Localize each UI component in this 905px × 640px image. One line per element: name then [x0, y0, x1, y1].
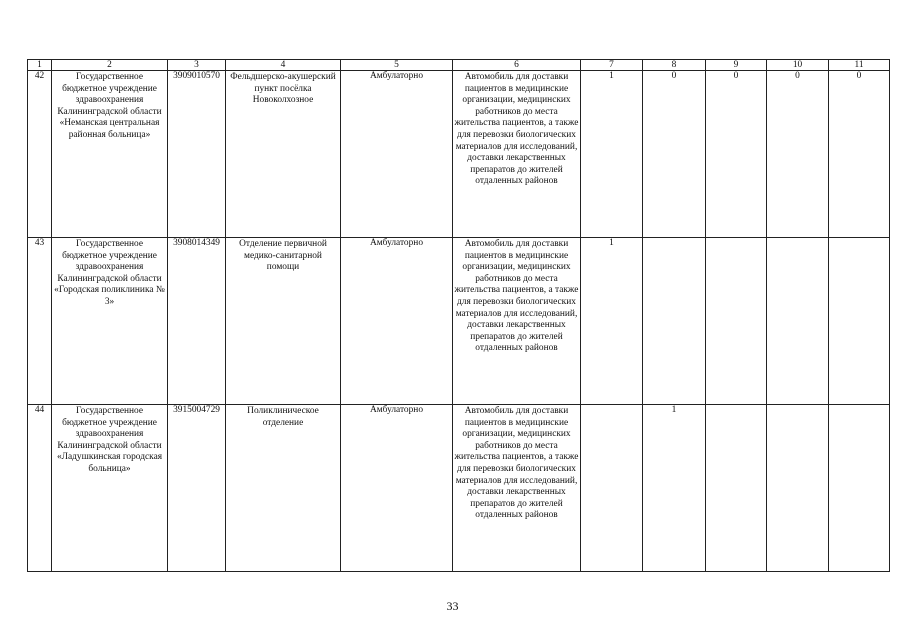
col-header-1: 1	[28, 60, 52, 71]
col8-cell: 0	[643, 71, 706, 238]
organization-cell: Государственное бюджетное учреждение здравоохранения Калининградской области «Ладушкинская городская больница»	[52, 405, 168, 572]
col10-cell	[767, 238, 829, 405]
unit-cell: Поликлиническое отделение	[226, 405, 341, 572]
col-header-5: 5	[341, 60, 453, 71]
col8-cell: 1	[643, 405, 706, 572]
col-header-7: 7	[581, 60, 643, 71]
col10-cell: 0	[767, 71, 829, 238]
col9-cell	[706, 405, 767, 572]
col11-cell	[829, 238, 890, 405]
care-type-cell: Амбулаторно	[341, 71, 453, 238]
col-header-2: 2	[52, 60, 168, 71]
col-header-3: 3	[168, 60, 226, 71]
col-header-11: 11	[829, 60, 890, 71]
care-type-cell: Амбулаторно	[341, 238, 453, 405]
table-row	[28, 238, 890, 405]
purpose-cell: Автомобиль для доставки пациентов в медицинские организации, медицинских работников до места жительства пациентов, а также для перевозки биологических материалов для исследований, доставки лекарственных препаратов до жителей отдаленных районов	[453, 405, 581, 572]
col-header-4: 4	[226, 60, 341, 71]
col-header-8: 8	[643, 60, 706, 71]
care-type-cell: Амбулаторно	[341, 405, 453, 572]
col11-cell	[829, 405, 890, 572]
row-number: 44	[28, 405, 52, 572]
row-number: 43	[28, 238, 52, 405]
col-header-6: 6	[453, 60, 581, 71]
col9-cell	[706, 238, 767, 405]
col9-cell: 0	[706, 71, 767, 238]
col8-cell	[643, 238, 706, 405]
purpose-cell: Автомобиль для доставки пациентов в медицинские организации, медицинских работников до места жительства пациентов, а также для перевозки биологических материалов для исследований, доставки лекарственных препаратов до жителей отдаленных районов	[453, 238, 581, 405]
page-number: 33	[446, 599, 459, 613]
table-row	[28, 71, 890, 238]
organization-cell: Государственное бюджетное учреждение здравоохранения Калининградской области «Неманская центральная районная больница»	[52, 71, 168, 238]
vehicles-table	[27, 59, 890, 572]
col11-cell: 0	[829, 71, 890, 238]
col7-cell: 1	[581, 71, 643, 238]
purpose-cell: Автомобиль для доставки пациентов в медицинские организации, медицинских работников до места жительства пациентов, а также для перевозки биологических материалов для исследований, доставки лекарственных препаратов до жителей отдаленных районов	[453, 71, 581, 238]
col10-cell	[767, 405, 829, 572]
col7-cell: 1	[581, 238, 643, 405]
unit-cell: Фельдшерско-акушерский пункт посёлка Новоколхозное	[226, 71, 341, 238]
col-header-9: 9	[706, 60, 767, 71]
inn-cell: 3908014349	[168, 238, 226, 405]
inn-cell: 3915004729	[168, 405, 226, 572]
organization-cell: Государственное бюджетное учреждение здравоохранения Калининградской области «Городская поликлиника № 3»	[52, 238, 168, 405]
unit-cell: Отделение первичной медико-санитарной помощи	[226, 238, 341, 405]
inn-cell: 3909010570	[168, 71, 226, 238]
header-row	[28, 60, 890, 71]
col-header-10: 10	[767, 60, 829, 71]
table-row	[28, 405, 890, 572]
row-number: 42	[28, 71, 52, 238]
col7-cell	[581, 405, 643, 572]
